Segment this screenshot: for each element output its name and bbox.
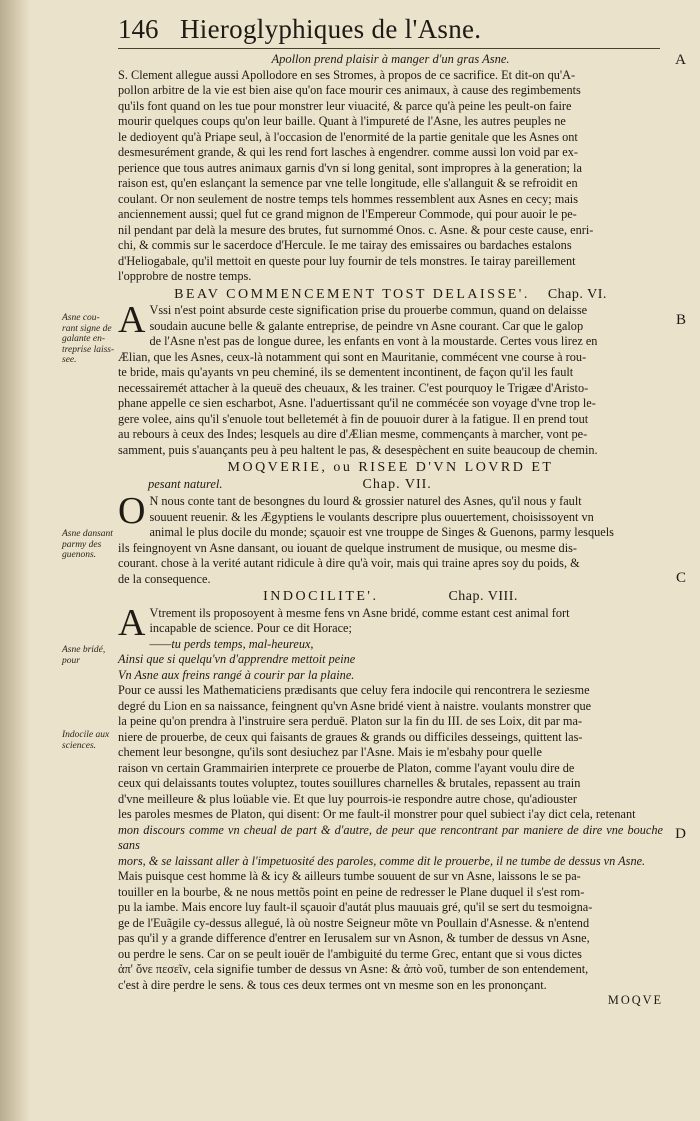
chapter-label: Chap. VII. <box>362 476 432 492</box>
text-line: Vssi n'est point absurde ceste signification prise du prouerbe commun, quand on delaisse <box>149 303 588 317</box>
text-line: l'opprobre de nostre temps. <box>118 269 252 283</box>
text-line: pu la iambe. Mais encore luy fault-il sçauoir d'autát plus mauuais gré, qu'il se sert du tesmoigna- <box>118 900 593 914</box>
text-column <box>118 52 663 1009</box>
text-line: niere de prouerbe, de ceux qui faisants de graues & grands ou difficiles desseings, quittent las- <box>118 729 583 744</box>
running-title: Hieroglyphiques de l'Asne. <box>180 14 482 44</box>
gloss-line: rant signe de <box>62 323 112 334</box>
text-line: d'vne meilleure & plus loüable vie. Et que luy pourrois-ie respondre autre chose, qu'adiouster <box>118 791 577 806</box>
running-head <box>118 14 660 48</box>
margin-gloss <box>62 313 116 366</box>
sub-heading: Apollon prend plaisir à manger d'un gras Asne. <box>271 52 510 66</box>
text-line: de la consequence. <box>118 571 211 586</box>
gloss-line: pour <box>62 655 80 666</box>
text-line: Vtrement ils proposoyent à mesme fens vn Asne bridé, comme estant cest animal fort <box>149 605 570 620</box>
quote-line: mon discours comme vn cheual de part & d'autre, de peur que rencontrant par maniere de dire vne bouche sans <box>118 822 663 852</box>
text-line: chement leur besongne, qu'ils sont desiuchez par l'Asne. Mais ie m'esbahy pour quelle <box>118 745 542 759</box>
chapter-title: INDOCILITE'. <box>263 589 379 604</box>
text-line: pas qu'il y a grande difference d'entrer en Ierusalem sur vn Asnon, & tumber de dessus vn Asne, <box>118 931 590 945</box>
gloss-line: Asne dansant <box>62 529 113 539</box>
chapter-6-paragraph <box>118 299 663 458</box>
text-line: ge de l'Euãgile cy-dessus allegué, là où nostre Seigneur mõte vn Poullain d'Asnesse. & n'entend <box>118 915 590 930</box>
gloss-line: see. <box>62 355 77 365</box>
margin-gloss <box>62 529 116 561</box>
text-line: necessairemét attacher à la queuë des cheuaux, & les trainer. C'est pourquoy le Trigæe d'Aristo- <box>118 380 589 395</box>
chapter-label: Chap. VIII. <box>448 589 518 604</box>
verse-line: ——tu perds temps, mal-heureux, <box>149 636 314 651</box>
gloss-line: Asne cou- <box>62 313 100 323</box>
text-line: animal le plus docile du monde; sçauoir est vne trouppe de Singes & Guenons, parmy lesquels <box>149 525 614 539</box>
text-line: raison vn certain Grammairien interprete ce prouerbe de Platon, comme l'ayant voulu dire de <box>118 760 575 775</box>
page-number: 146 <box>118 14 159 44</box>
chapter-7-heading: MOQVERIE, ou RISEE D'VN LOVRD ET <box>227 460 554 475</box>
margin-gloss <box>62 645 116 666</box>
intro-paragraph <box>118 68 663 285</box>
chapter-label: Chap. VI. <box>547 286 607 302</box>
text-line: la peine qu'on prendra à l'instruire sera perduë. Platon sur la fin du III. de ses Loix, dit par ma- <box>118 714 583 728</box>
text-line: ils feingnoyent vn Asne dansant, ou iouant de quelque instrument de musique, ou mesme dis- <box>118 540 578 555</box>
text-line: soudain aucune belle & galante entreprise, de peindre vn Asne courant. Car que le galop <box>149 318 584 333</box>
text-line: samment, puis s'auançants peu à peu haltent le pas, & desespèchent en suite beaucoup de chemin. <box>118 442 598 457</box>
text-line: phane appelle ce sien escharbot, Asne. l'aduertissant qu'il ne commécée son voyage d'vne trop le- <box>118 396 596 410</box>
text-line: nil pendant par delà la mesure des brutes, fut surnommé Onos. c. Asne. & pour ceste cause, enri- <box>118 222 594 237</box>
text-line: incapable de science. Pour ce dit Horace; <box>149 621 352 635</box>
text-line: qu'ils font quand on les tue pour monstrer leur viuacité, & parce qu'à peine les peult-on faire <box>118 98 572 113</box>
gloss-line: treprise laiss- <box>62 344 115 355</box>
text-line: gere volee, ains qu'il s'enuole tout belletemét à fin de pouuoir durer à la fatigue. Il en prend tout <box>118 411 589 426</box>
gloss-line: sciences. <box>62 740 97 751</box>
text-line: touiller en la bourbe, & ne nous mettõs point en peine de redresser le Plane duquel il s'est rom- <box>118 884 585 899</box>
text-line: c'est à dire perdre le sens. & tous ces deux termes ont vn mesme son en les prononçant. <box>118 977 547 992</box>
text-line: raison est, qu'en eslançant la semence par vne telle longitude, elle s'allanguit & se refroidit en <box>118 176 578 190</box>
text-line: le dedioyent qu'à Priape seul, à l'occasion de l'enormité de la partie genitale que les Asnes ont <box>118 129 578 144</box>
chapter-title: BEAV COMMENCEMENT TOST DELAISSE'. <box>174 286 530 302</box>
gloss-line: Asne bridé, <box>62 645 106 655</box>
gloss-line: parmy des <box>62 539 102 550</box>
text-line: souuent reuenir. & les Ægyptiens le voulants descripre plus ouuertement, choisissoyent vn <box>149 509 594 524</box>
text-line: N nous conte tant de besongnes du lourd & grossier naturel des Asnes, qu'il nous y fault <box>149 494 582 508</box>
text-line: Ælian, que les Asnes, ceux-là notamment qui sont en Mauritanie, commécent vne course à rou- <box>118 349 587 364</box>
gloss-line: galante en- <box>62 334 106 344</box>
margin-letter-b: B <box>675 312 686 328</box>
verse-line: Ainsi que si quelqu'vn d'apprendre mettoit peine <box>118 652 356 666</box>
text-line: S. Clement allegue aussi Apollodore en ses Stromes, à propos de ce sacrifice. Et dit-on qu'A- <box>118 67 576 82</box>
text-line: desmesurément grande, & qui les rend fort lasches à engendrer. comme aussi lon void par ex- <box>118 145 578 159</box>
text-line: les paroles mesmes de Platon, qui disent: Or me fault-il monstrer pour quel subiect i'ay dict cela, retenant <box>118 807 636 821</box>
text-line: ceux qui delaissants toutes voluptez, toutes souillures charnelles & brutales, repassent au train <box>118 776 581 790</box>
text-line: degré du Lion en sa naissance, feingnent qu'vn Asne bridé vient à naistre. voulants monstrer que <box>118 698 592 713</box>
text-line: pollon arbitre de la vie est bien aise qu'on face mourir ces animaux, à cause des regimbements <box>118 83 581 97</box>
text-line: d'Heliogabale, qu'il mettoit en queste pour luy fournir de tels monstres. Ie tairay pareillement <box>118 253 576 268</box>
drop-cap: O <box>118 490 146 532</box>
text-line: au rebours à ceux des Indes; lesquels au dire d'Ælian mesme, commençants à marcher, vont pe- <box>118 427 588 441</box>
chapter-8-paragraph-2 <box>118 683 663 993</box>
text-line: coulant. Or non seulement de nostre temps tels hommes ressemblent aux Asnes en cecy; mais <box>118 191 578 206</box>
text-line: te bride, mais qu'ayants vn peu cheminé, ils se dementent incontinent, de façon qu'il les fault <box>118 365 574 379</box>
margin-letter-a: A <box>675 52 686 68</box>
text-line: anciennement aussi; quel fut ce grand mignon de l'Empereur Commode, qui pour auoir le pe- <box>118 207 577 221</box>
margin-letter-d: D <box>675 826 686 842</box>
text-line: Mais puisque cest homme là & icy & ailleurs tumbe souuent de sur vn Asne, laissons le se pa- <box>118 869 581 883</box>
text-line: ἀπ' ὄνε πεσεῖν, cela signifie tumber de dessus vn Asne: & ἀπὸ νοῦ, tumber de son entendement, <box>118 962 589 976</box>
text-line: de l'Asne n'est pas de longue duree, les enfants en vont à la moustarde. Certes vous lirez en <box>149 334 598 348</box>
quote-line: mors, & se laissant aller à l'impetuosité des paroles, comme dit le prouerbe, il ne tumbe de dessus vn Asne. <box>118 853 646 868</box>
chapter-subtitle: pesant naturel. <box>148 476 223 491</box>
text-line: mourir quelques coups qu'on leur baille. Quant à l'impureté de l'Asne, les autres peuples ne <box>118 114 566 128</box>
drop-cap: A <box>118 601 146 644</box>
drop-cap: A <box>118 299 146 341</box>
margin-gloss <box>62 730 116 751</box>
gloss-line: Indocile aux <box>62 730 110 740</box>
text-line: perience que tous autres animaux garnis d'vn si long genital, sont impropres à la generation; la <box>118 160 582 175</box>
chapter-7-subheading <box>148 477 663 493</box>
catchword: MOQVE <box>607 993 663 1007</box>
text-line: ou perdre le sens. Car on se peult iouër de l'ambiguité du terme Grec, entant que si vous dictes <box>118 946 582 961</box>
header-rule <box>118 48 660 49</box>
margin-letter-c: C <box>675 570 686 586</box>
text-line: courant. chose à la verité autant ridicule à dire qu'à voir, mais qui traine apres soy du poids, & <box>118 556 580 570</box>
text-line: chi, & commis sur le sacerdoce d'Hercule. Ie me tairay des emissaires ou bardaches estalons <box>118 238 572 252</box>
chapter-6-heading <box>118 287 663 303</box>
chapter-8-heading <box>118 589 663 605</box>
chapter-7-paragraph <box>118 490 663 587</box>
gloss-line: guenons. <box>62 550 97 560</box>
verse-line: Vn Asne aux freins rangé à courir par la plaine. <box>118 667 355 682</box>
text-line: Pour ce aussi les Mathematiciens prædisants que celuy fera indocile qui rencontrera le seziesme <box>118 683 590 697</box>
